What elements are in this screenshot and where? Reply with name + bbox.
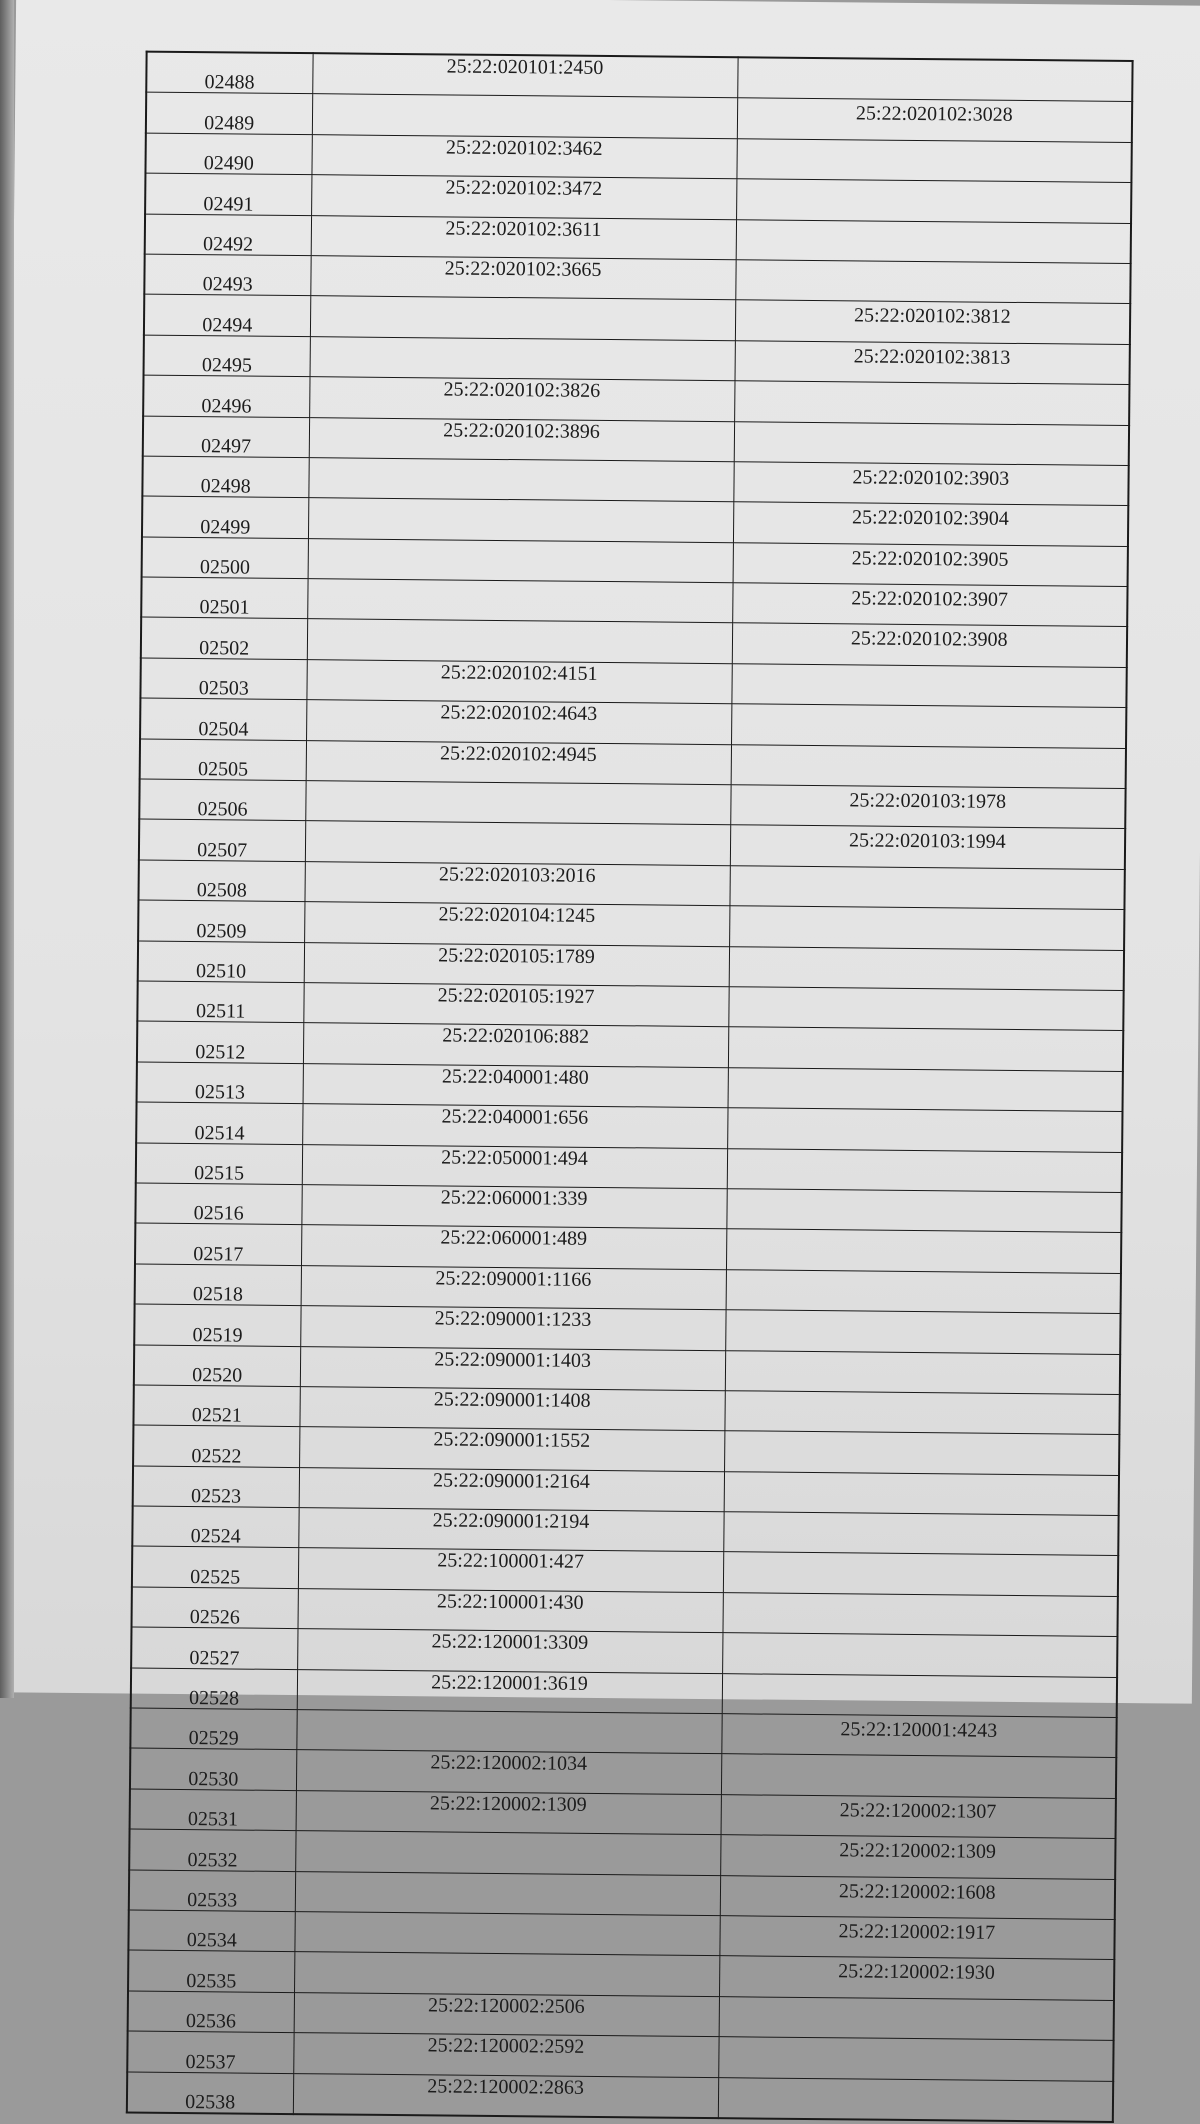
row-number-cell: 02523 xyxy=(133,1466,299,1508)
cadastral-number-cell xyxy=(312,94,737,138)
cadastral-number-alt-cell: 25:22:120002:1307 xyxy=(721,1794,1116,1838)
row-number-cell: 02533 xyxy=(129,1870,295,1912)
cadastral-number-alt-cell xyxy=(736,139,1131,183)
row-number-cell: 02508 xyxy=(138,860,304,902)
cadastral-number-alt-cell xyxy=(731,744,1126,788)
row-number-cell: 02522 xyxy=(133,1425,299,1467)
row-number-cell: 02526 xyxy=(132,1587,298,1629)
cadastral-number-cell: 25:22:020102:3665 xyxy=(310,256,735,300)
cadastral-number-alt-cell xyxy=(721,1754,1116,1798)
scan-edge-shadow xyxy=(0,0,14,1698)
row-number-cell: 02511 xyxy=(137,981,303,1023)
cadastral-number-alt-cell xyxy=(724,1391,1119,1435)
cadastral-number-cell: 25:22:020102:4643 xyxy=(306,700,731,744)
cadastral-number-alt-cell xyxy=(726,1189,1121,1233)
cadastral-number-alt-cell xyxy=(728,1067,1123,1111)
cadastral-number-alt-cell: 25:22:020102:3907 xyxy=(732,583,1127,627)
cadastral-number-cell: 25:22:020102:3472 xyxy=(311,175,736,219)
cadastral-number-cell: 25:22:020102:4151 xyxy=(306,659,731,703)
cadastral-number-alt-cell xyxy=(729,946,1124,990)
row-number-cell: 02491 xyxy=(145,173,311,215)
cadastral-number-alt-cell: 25:22:020102:3905 xyxy=(733,542,1128,586)
row-number-cell: 02492 xyxy=(145,214,311,256)
cadastral-number-alt-cell xyxy=(728,1027,1123,1071)
row-number-cell: 02536 xyxy=(128,1991,294,2033)
row-number-cell: 02488 xyxy=(146,52,312,94)
row-number-cell: 02489 xyxy=(146,92,312,134)
cadastral-number-cell: 25:22:090001:1403 xyxy=(300,1346,725,1390)
row-number-cell: 02496 xyxy=(143,375,309,417)
cadastral-number-alt-cell xyxy=(724,1431,1119,1475)
row-number-cell: 02521 xyxy=(133,1385,299,1427)
row-number-cell: 02509 xyxy=(138,900,304,942)
row-number-cell: 02514 xyxy=(136,1102,302,1144)
cadastral-number-cell: 25:22:090001:1408 xyxy=(299,1386,724,1430)
row-number-cell: 02498 xyxy=(142,456,308,498)
cadastral-number-cell: 25:22:020102:3462 xyxy=(311,134,736,178)
cadastral-number-cell: 25:22:060001:339 xyxy=(301,1185,726,1229)
cadastral-number-alt-cell: 25:22:020102:3908 xyxy=(732,623,1127,667)
cadastral-number-alt-cell xyxy=(725,1310,1120,1354)
cadastral-number-alt-cell: 25:22:020102:3028 xyxy=(737,98,1132,142)
cadastral-number-alt-cell xyxy=(724,1471,1119,1515)
cadastral-number-alt-cell xyxy=(722,1673,1117,1717)
row-number-cell: 02534 xyxy=(128,1910,294,1952)
cadastral-number-cell: 25:22:090001:2194 xyxy=(298,1508,723,1552)
row-number-cell: 02516 xyxy=(135,1183,301,1225)
cadastral-number-cell xyxy=(310,296,735,340)
row-number-cell: 02527 xyxy=(131,1627,297,1669)
cadastral-number-cell xyxy=(295,1871,720,1915)
cadastral-number-alt-cell xyxy=(727,1108,1122,1152)
row-number-cell: 02512 xyxy=(137,1021,303,1063)
cadastral-number-cell: 25:22:020102:4945 xyxy=(306,740,731,784)
cadastral-number-alt-cell: 25:22:120002:1309 xyxy=(720,1835,1115,1879)
cadastral-number-cell: 25:22:050001:494 xyxy=(302,1144,727,1188)
cadastral-number-cell xyxy=(307,619,732,663)
row-number-cell: 02506 xyxy=(139,779,305,821)
cadastral-number-alt-cell xyxy=(731,704,1126,748)
cadastral-number-alt-cell: 25:22:020102:3904 xyxy=(733,502,1128,546)
cadastral-number-cell: 25:22:020103:2016 xyxy=(304,861,729,905)
row-number-cell: 02525 xyxy=(132,1546,298,1588)
cadastral-number-alt-cell xyxy=(722,1633,1117,1677)
cadastral-number-cell: 25:22:090001:1233 xyxy=(300,1306,725,1350)
cadastral-number-alt-cell xyxy=(722,1593,1117,1637)
cadastral-number-alt-cell xyxy=(734,421,1129,465)
cadastral-number-cell xyxy=(294,1952,719,1996)
cadastral-number-alt-cell xyxy=(718,2077,1113,2122)
cadastral-number-cell: 25:22:090001:2164 xyxy=(299,1467,724,1511)
cadastral-number-cell: 25:22:120001:3309 xyxy=(297,1629,722,1673)
cadastral-number-cell: 25:22:020102:3611 xyxy=(311,215,736,259)
cadastral-table xyxy=(126,51,1134,2123)
row-number-cell: 02502 xyxy=(141,618,307,660)
cadastral-number-alt-cell xyxy=(719,1996,1114,2040)
row-number-cell: 02494 xyxy=(144,294,310,336)
row-number-cell: 02532 xyxy=(129,1829,295,1871)
cadastral-number-alt-cell: 25:22:120002:1608 xyxy=(720,1875,1115,1919)
cadastral-number-cell: 25:22:020105:1927 xyxy=(303,983,728,1027)
cadastral-number-alt-cell xyxy=(729,906,1124,950)
cadastral-number-alt-cell xyxy=(728,987,1123,1031)
row-number-cell: 02528 xyxy=(131,1668,297,1710)
cadastral-number-cell: 25:22:120001:3619 xyxy=(297,1669,722,1713)
row-number-cell: 02529 xyxy=(130,1708,296,1750)
cadastral-number-alt-cell: 25:22:120001:4243 xyxy=(721,1714,1116,1758)
cadastral-number-alt-cell xyxy=(737,57,1132,102)
row-number-cell: 02513 xyxy=(137,1062,303,1104)
cadastral-number-alt-cell xyxy=(718,2037,1113,2081)
row-number-cell: 02517 xyxy=(135,1223,301,1265)
row-number-cell: 02503 xyxy=(140,658,306,700)
row-number-cell: 02520 xyxy=(134,1345,300,1387)
row-number-cell: 02537 xyxy=(127,2031,293,2073)
cadastral-number-alt-cell xyxy=(727,1148,1122,1192)
row-number-cell: 02519 xyxy=(134,1304,300,1346)
cadastral-number-alt-cell xyxy=(723,1512,1118,1556)
cadastral-number-cell: 25:22:040001:656 xyxy=(302,1104,727,1148)
row-number-cell: 02538 xyxy=(127,2072,293,2114)
cadastral-number-cell: 25:22:090001:1552 xyxy=(299,1427,724,1471)
row-number-cell: 02495 xyxy=(144,335,310,377)
cadastral-number-cell xyxy=(308,498,733,542)
row-number-cell: 02531 xyxy=(130,1789,296,1831)
row-number-cell: 02497 xyxy=(143,416,309,458)
cadastral-number-cell: 25:22:090001:1166 xyxy=(301,1265,726,1309)
row-number-cell: 02518 xyxy=(135,1264,301,1306)
row-number-cell: 02535 xyxy=(128,1950,294,1992)
cadastral-number-cell xyxy=(308,458,733,502)
cadastral-number-alt-cell: 25:22:020103:1994 xyxy=(730,825,1125,869)
cadastral-number-cell xyxy=(305,781,730,825)
row-number-cell: 02505 xyxy=(140,739,306,781)
cadastral-number-cell: 25:22:100001:430 xyxy=(298,1588,723,1632)
cadastral-number-alt-cell xyxy=(736,179,1131,223)
cadastral-number-cell: 25:22:120002:2592 xyxy=(293,2033,718,2077)
row-number-cell: 02515 xyxy=(136,1143,302,1185)
cadastral-number-cell: 25:22:020105:1789 xyxy=(304,942,729,986)
cadastral-number-cell: 25:22:020106:882 xyxy=(303,1023,728,1067)
cadastral-number-cell: 25:22:020104:1245 xyxy=(304,902,729,946)
cadastral-number-cell: 25:22:120002:1034 xyxy=(296,1750,721,1794)
cadastral-number-cell: 25:22:040001:480 xyxy=(303,1063,728,1107)
cadastral-number-alt-cell xyxy=(731,664,1126,708)
row-number-cell: 02504 xyxy=(140,698,306,740)
cadastral-number-cell xyxy=(305,821,730,865)
cadastral-number-cell xyxy=(296,1710,721,1754)
cadastral-number-cell xyxy=(308,538,733,582)
row-number-cell: 02500 xyxy=(142,537,308,579)
cadastral-number-alt-cell xyxy=(726,1229,1121,1273)
cadastral-number-alt-cell: 25:22:120002:1917 xyxy=(719,1916,1114,1960)
row-number-cell: 02507 xyxy=(139,819,305,861)
cadastral-number-alt-cell xyxy=(729,866,1124,910)
cadastral-number-alt-cell xyxy=(734,381,1129,425)
cadastral-number-cell: 25:22:120002:1309 xyxy=(296,1790,721,1834)
row-number-cell: 02493 xyxy=(144,254,310,296)
cadastral-number-cell xyxy=(295,1831,720,1875)
cadastral-number-alt-cell xyxy=(725,1350,1120,1394)
cadastral-number-cell: 25:22:020101:2450 xyxy=(312,53,737,98)
cadastral-number-alt-cell xyxy=(726,1269,1121,1313)
cadastral-number-alt-cell: 25:22:020102:3813 xyxy=(734,340,1129,384)
cadastral-number-alt-cell xyxy=(735,260,1130,304)
row-number-cell: 02490 xyxy=(145,133,311,175)
cadastral-number-alt-cell: 25:22:020102:3903 xyxy=(733,462,1128,506)
table-body xyxy=(127,52,1133,2122)
row-number-cell: 02499 xyxy=(142,496,308,538)
cadastral-number-alt-cell: 25:22:020102:3812 xyxy=(735,300,1130,344)
cadastral-number-alt-cell xyxy=(723,1552,1118,1596)
row-number-cell: 02501 xyxy=(141,577,307,619)
cadastral-number-cell: 25:22:020102:3896 xyxy=(309,417,734,461)
cadastral-number-cell xyxy=(294,1912,719,1956)
cadastral-number-cell: 25:22:060001:489 xyxy=(301,1225,726,1269)
cadastral-number-cell xyxy=(307,579,732,623)
cadastral-number-cell: 25:22:020102:3826 xyxy=(309,377,734,421)
cadastral-number-cell xyxy=(310,336,735,380)
row-number-cell: 02524 xyxy=(132,1506,298,1548)
row-number-cell: 02530 xyxy=(130,1748,296,1790)
cadastral-number-alt-cell: 25:22:120002:1930 xyxy=(719,1956,1114,2000)
table-row xyxy=(127,2072,1113,2122)
cadastral-number-cell: 25:22:100001:427 xyxy=(298,1548,723,1592)
cadastral-number-cell: 25:22:120002:2863 xyxy=(293,2073,718,2118)
row-number-cell: 02510 xyxy=(138,941,304,983)
cadastral-number-cell: 25:22:120002:2506 xyxy=(294,1992,719,2036)
cadastral-number-alt-cell xyxy=(736,219,1131,263)
cadastral-number-alt-cell: 25:22:020103:1978 xyxy=(730,785,1125,829)
